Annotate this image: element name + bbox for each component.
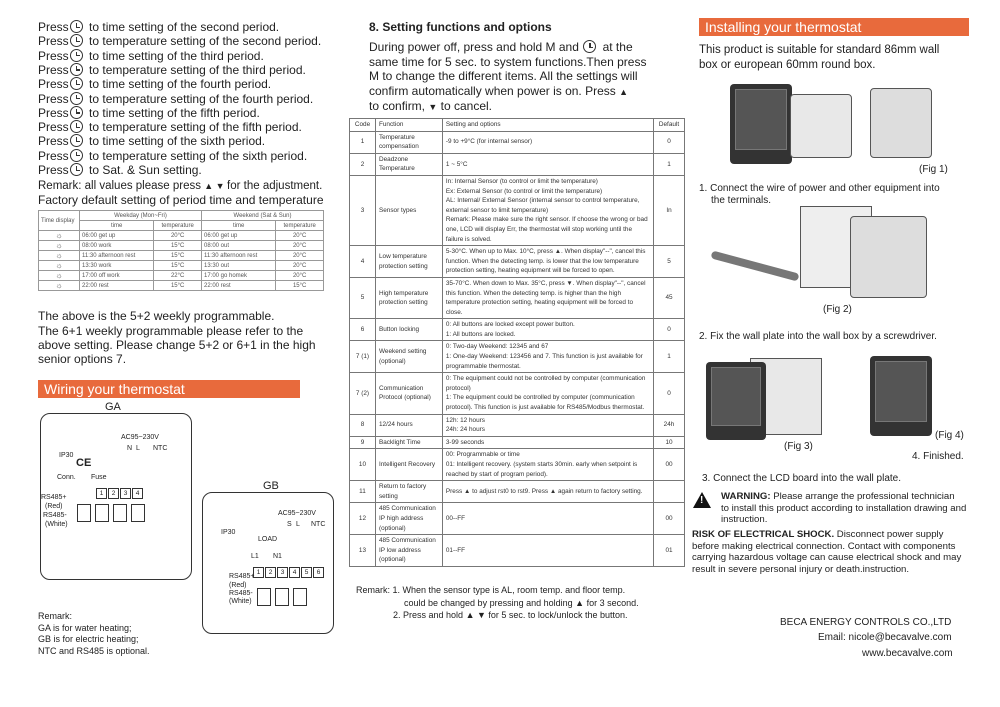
warning-block (721, 491, 966, 526)
setting-default (654, 481, 685, 503)
schedule-row (39, 241, 324, 251)
wall-plate (790, 94, 852, 158)
schedule-cell: 22:00 rest (80, 281, 154, 291)
gb-rs485-minus-label: RS485- (229, 590, 253, 597)
settings-row (350, 535, 685, 567)
setting-function: Backlight Time (375, 436, 442, 449)
schedule-cell: 15°C (154, 261, 202, 271)
risk-text: Disconnect power supply (834, 529, 944, 540)
setting-options: 3-99 seconds (442, 436, 653, 449)
setting-options: Press ▲ to adjust rst0 to rst9. Press ▲ again return to factory setting. (442, 481, 653, 503)
setting-code: 3 (350, 175, 376, 245)
clock-icon (70, 134, 83, 147)
setting-default: 00 (654, 449, 685, 481)
factory-default-heading: Factory default setting of period time and temperature (38, 193, 324, 207)
setting-default: 45 (654, 277, 685, 318)
clock-icon (70, 163, 83, 176)
remark-line: NTC and RS485 is optional. (38, 645, 150, 656)
schedule-row (39, 271, 324, 281)
gb-l-label: L (296, 521, 300, 528)
warning-text: Please arrange the professional technician (770, 491, 955, 502)
intro-text: to confirm, (369, 99, 426, 113)
setting-code: 7 (2) (350, 373, 376, 414)
period-line-text: to temperature setting of the fifth period. (89, 120, 302, 135)
fig3-illustration (700, 348, 830, 448)
press-label: Press (38, 34, 69, 49)
setting-options: 5-30°C. When up to Max. 10°C, press ▲. When display"--", cancel this function. When the detecting temp. is lower that the low temperature protection setting, heating equipment will be forced to open. (442, 246, 653, 278)
step2-text: 2. Fix the wall plate into the wall box by a screwdriver. (699, 331, 937, 342)
red-label: (Red) (45, 503, 63, 510)
ga-wiring-diagram (40, 413, 192, 580)
setting-default: 10 (654, 436, 685, 449)
ga-n-label: N (127, 445, 133, 452)
press-label: Press (38, 48, 69, 63)
terminal: 4 (132, 488, 143, 499)
setting-code: 7 (1) (350, 341, 376, 373)
sub-header: time (201, 221, 275, 231)
settings-row (350, 341, 685, 373)
press-label: Press (38, 62, 69, 77)
col-header-code: Code (350, 119, 376, 132)
schedule-cell: 11:30 afternoon rest (80, 251, 154, 261)
setting-options: 1 ~ 5°C (442, 153, 653, 175)
schedule-cell: 20°C (276, 271, 324, 281)
remark-line: Remark: (38, 611, 73, 621)
wall-box (870, 88, 932, 158)
period-line-text: to time setting of the sixth period. (89, 134, 266, 149)
white-label: (White) (45, 521, 68, 528)
step4-text: 4. Finished. (912, 451, 964, 462)
gb-white-label: (White) (229, 598, 252, 605)
period-line-text: to temperature setting of the third period. (89, 62, 306, 77)
thermostat-finished (870, 356, 932, 436)
ga-fuse-label: Fuse (91, 474, 107, 481)
remark-line: GB is for electric heating; (38, 634, 139, 644)
fig1-illustration (720, 74, 950, 174)
company-email: Email: nicole@becavalve.com (818, 632, 952, 643)
period-line-text: to time setting of the third period. (89, 48, 264, 63)
setting-function: Communication Protocol (optional) (375, 373, 442, 414)
sub-header: time (80, 221, 154, 231)
weekend-header: Weekend (Sat & Sun) (201, 211, 323, 221)
install-intro-2: box or european 60mm round box. (699, 59, 876, 71)
setting-default: 01 (654, 535, 685, 567)
thermostat-front (730, 84, 792, 164)
warning-text: instruction. (721, 514, 768, 525)
press-label: Press (38, 120, 69, 135)
clock-icon (70, 92, 83, 105)
schedule-cell: 06:00 get up (201, 231, 275, 241)
period-line-text: to time setting of the second period. (89, 20, 280, 34)
settings-section-title: 8. Setting functions and options (369, 20, 552, 34)
gb-ip-label: IP30 (221, 529, 236, 536)
risk-text: result in severe personal injury or death.instruction. (692, 563, 910, 575)
period-line (38, 77, 271, 91)
setting-function: Temperature compensation (375, 131, 442, 153)
setting-default: 00 (654, 503, 685, 535)
weekly-6-1-text-2: above setting. Please change 5+2 or 6+1 in the high (38, 338, 316, 352)
schedule-row (39, 231, 324, 241)
setting-code: 9 (350, 436, 376, 449)
period-line-text: to time setting of the fourth period. (89, 77, 272, 92)
fig2-caption: (Fig 2) (823, 304, 852, 315)
time-display-header: Time display (39, 211, 80, 231)
schedule-cell: 15°C (154, 241, 202, 251)
schedule-cell: 22°C (154, 271, 202, 281)
setting-function: High temperature protection setting (375, 277, 442, 318)
weekday-header: Weekday (Mon~Fri) (80, 211, 202, 221)
schedule-cell: 20°C (276, 261, 324, 271)
settings-row (350, 503, 685, 535)
settings-row (350, 131, 685, 153)
clock-icon (70, 106, 83, 119)
setting-default: 0 (654, 319, 685, 341)
intro-text: During power off, press and hold M and (369, 40, 579, 54)
period-line (38, 149, 307, 163)
setting-code: 8 (350, 414, 376, 436)
period-icon: ☼ (39, 281, 80, 291)
press-label: Press (38, 134, 69, 149)
schedule-cell: 20°C (276, 251, 324, 261)
settings-row (350, 436, 685, 449)
step1-text-2: the terminals. (711, 195, 772, 206)
period-line (38, 120, 302, 134)
setting-code: 10 (350, 449, 376, 481)
up-arrow-icon: ▲ (619, 86, 629, 97)
company-name: BECA ENERGY CONTROLS CO.,LTD (780, 617, 952, 628)
setting-function: Return to factory setting (375, 481, 442, 503)
warning-label: WARNING: (721, 491, 771, 502)
settings-remark-line: for 3 second. (586, 597, 639, 608)
rs485-minus-label: RS485- (43, 512, 67, 519)
ga-l-label: L (136, 445, 140, 452)
setting-default: 24h (654, 414, 685, 436)
company-website: www.becavalve.com (862, 648, 953, 659)
ga-conn-label: Conn. (57, 474, 76, 481)
schedule-row (39, 251, 324, 261)
load-label: LOAD (258, 536, 278, 543)
setting-function: Low temperature protection setting (375, 246, 442, 278)
setting-default: 1 (654, 153, 685, 175)
rs485-plus-label: RS485+ (41, 494, 67, 501)
terminal: 3 (277, 567, 288, 578)
col-header-function: Function (375, 119, 442, 132)
schedule-cell: 15°C (276, 281, 324, 291)
setting-default: 1 (654, 341, 685, 373)
setting-function: Weekend setting (optional) (375, 341, 442, 373)
schedule-cell: 13:30 out (201, 261, 275, 271)
up-arrow-icon: ▲ (575, 597, 585, 608)
setting-options: 0: The equipment could not be controlled by computer (communication protocol) 1: The equipment could be controlled by computer (communication protocol). This function is just available for RS485/Modbus thermostat. (442, 373, 653, 414)
terminal: 3 (120, 488, 131, 499)
terminal: 1 (253, 567, 264, 578)
ga-relay-blocks (69, 504, 169, 524)
intro-text: to cancel. (440, 99, 492, 113)
remark-adjust-text-2: for the adjustment. (227, 180, 323, 192)
period-line (38, 20, 279, 34)
intro-text: M to change the different items. All the settings will (369, 69, 638, 83)
gb-rs485-plus-label: RS485+ (229, 573, 255, 580)
settings-row (350, 175, 685, 245)
wiring-section-title: Wiring your thermostat (38, 380, 300, 398)
setting-options: 0: Two-day Weekend: 12345 and 67 1: One-day Weekend: 123456 and 7. This function is just available for programmable thermostat. (442, 341, 653, 373)
remark-adjust-text: Remark: all values please press (38, 180, 201, 192)
clock-icon (70, 34, 83, 47)
schedule-table (38, 210, 324, 291)
setting-function: Intelligent Recovery (375, 449, 442, 481)
period-line (38, 63, 306, 77)
schedule-cell: 20°C (276, 241, 324, 251)
down-arrow-icon: ▼ (428, 102, 438, 112)
settings-table (349, 118, 685, 567)
settings-intro (369, 40, 646, 115)
period-line-text: to time setting of the fifth period. (89, 105, 260, 120)
settings-remark-line: Remark: 1. When the sensor type is AL, room temp. and floor temp. (356, 585, 626, 595)
period-line (38, 106, 260, 120)
settings-row (350, 319, 685, 341)
settings-remark-line: for 5 sec. to lock/unlock the button. (488, 610, 628, 620)
fig2-illustration (740, 206, 950, 306)
gb-label: GB (263, 480, 279, 492)
risk-text: carrying hazardous voltage can cause electrical shock and may (692, 552, 962, 563)
gb-ntc-label: NTC (311, 521, 326, 528)
setting-options: In: Internal Sensor (to control or limit the temperature) Ex: External Sensor (to control or limit the temperature) AL: Internal/ External Sensor (internal sensor to control temperature, external sensor to limit temperature) Remark: Please make sure the right sensor. If choose the wrong or bad one, LCD will display Err, the thermostat will stop working until the failure is solved. (442, 175, 653, 245)
period-icon: ☼ (39, 261, 80, 271)
clock-icon (70, 149, 83, 162)
gb-wiring-diagram (202, 492, 334, 634)
period-icon: ☼ (39, 251, 80, 261)
setting-options: 0: All buttons are locked except power button. 1: All buttons are locked. (442, 319, 653, 341)
settings-row (350, 246, 685, 278)
step3-text: 3. Connect the LCD board into the wall plate. (702, 473, 902, 484)
gb-s-label: S (287, 521, 292, 528)
setting-function: Deadzone Temperature (375, 153, 442, 175)
risk-text: before making electrical connection. Contact with components (692, 540, 956, 552)
intro-text: confirm automatically when power is on. Press (369, 83, 616, 98)
settings-row (350, 373, 685, 414)
schedule-cell: 17:00 go homek (201, 271, 275, 281)
remark-line: GA is for water heating; (38, 622, 132, 633)
period-line (38, 134, 265, 148)
clock-icon (583, 40, 596, 53)
gb-n1-label: N1 (273, 553, 282, 560)
gb-l1-label: L1 (251, 553, 259, 560)
period-icon: ☼ (39, 231, 80, 241)
setting-options: 00--FF (442, 503, 653, 535)
install-intro: This product is suitable for standard 86mm wall (699, 44, 940, 56)
settings-remark-line: 2. Press and hold (393, 610, 464, 620)
terminal: 2 (265, 567, 276, 578)
setting-code: 6 (350, 319, 376, 341)
period-line (38, 163, 202, 177)
press-label: Press (38, 20, 69, 34)
setting-code: 12 (350, 503, 376, 535)
press-label: Press (38, 163, 69, 177)
sub-header: temperature (276, 221, 324, 231)
period-icon: ☼ (39, 271, 80, 281)
lcd-board (706, 362, 766, 440)
press-label: Press (38, 105, 69, 120)
setting-options: 35-70°C. When down to Max. 35°C, press ▼. When display"--", cancel this function. When the detecting temp. is higher than the high temperature protection setting, heating equipment will be forced to close. (442, 277, 653, 318)
setting-code: 1 (350, 131, 376, 153)
schedule-cell: 22:00 rest (201, 281, 275, 291)
period-line (38, 49, 264, 63)
install-section-title: Installing your thermostat (699, 18, 969, 36)
schedule-cell: 15°C (154, 251, 202, 261)
schedule-cell: 20°C (276, 231, 324, 241)
schedule-cell: 08:00 out (201, 241, 275, 251)
intro-text: same time for 5 sec. to system functions.Then press (369, 54, 647, 69)
period-line-text: to Sat. & Sun setting. (89, 163, 202, 177)
wall-box (850, 216, 927, 298)
schedule-cell: 06:00 get up (80, 231, 154, 241)
up-down-arrows-icon: ▲ ▼ (465, 610, 486, 620)
weekly-6-1-text-3: senior options 7. (38, 352, 127, 366)
schedule-cell: 08:00 work (80, 241, 154, 251)
sub-header: temperature (154, 221, 202, 231)
clock-icon (70, 20, 83, 33)
setting-default: 0 (654, 131, 685, 153)
terminal: 2 (108, 488, 119, 499)
gb-red-label: (Red) (229, 582, 247, 589)
weekly-5-2-text: The above is the 5+2 weekly programmable. (38, 309, 275, 323)
period-line-text: to temperature setting of the fourth period. (89, 91, 314, 106)
setting-function: Button locking (375, 319, 442, 341)
setting-function: Sensor types (375, 175, 442, 245)
clock-icon (70, 63, 83, 76)
ga-ntc-label: NTC (153, 445, 168, 452)
schedule-row (39, 261, 324, 271)
settings-row (350, 414, 685, 436)
setting-options: -9 to +9°C (for internal sensor) (442, 131, 653, 153)
period-icon: ☼ (39, 241, 80, 251)
clock-icon (70, 120, 83, 133)
setting-function: 485 Communication IP low address (optional) (375, 535, 442, 567)
gb-relay-blocks (257, 588, 327, 608)
fig1-caption: (Fig 1) (919, 164, 948, 175)
setting-code: 5 (350, 277, 376, 318)
clock-icon (70, 49, 83, 62)
ce-mark: CE (76, 457, 92, 469)
risk-label: RISK OF ELECTRICAL SHOCK. (692, 529, 835, 540)
period-line (38, 92, 313, 106)
terminal: 4 (289, 567, 300, 578)
setting-options: 12h: 12 hours 24h: 24 hours (442, 414, 653, 436)
fig4-caption: (Fig 4) (935, 430, 964, 441)
wiring-remarks (38, 611, 150, 657)
schedule-cell: 15°C (154, 281, 202, 291)
ga-ip-label: IP30 (59, 452, 74, 459)
weekly-6-1-text: The 6+1 weekly programmable please refer to the (38, 324, 304, 338)
setting-code: 11 (350, 481, 376, 503)
terminal: 6 (313, 567, 324, 578)
setting-default: 5 (654, 246, 685, 278)
risk-block (692, 529, 961, 575)
settings-row (350, 481, 685, 503)
setting-options: 01--FF (442, 535, 653, 567)
schedule-cell: 11:30 afternoon rest (201, 251, 275, 261)
press-label: Press (38, 148, 69, 163)
period-line-text: to temperature setting of the sixth period. (89, 148, 308, 163)
remark-adjust (38, 179, 322, 193)
press-label: Press (38, 91, 69, 106)
setting-code: 13 (350, 535, 376, 567)
schedule-cell: 20°C (154, 231, 202, 241)
terminal: 1 (96, 488, 107, 499)
schedule-cell: 13:30 work (80, 261, 154, 271)
ga-terminal-block (96, 482, 144, 500)
settings-remark-line: could be changed by pressing and holding (404, 597, 573, 608)
setting-default: In (654, 175, 685, 245)
step1-text: 1. Connect the wire of power and other equipment into (699, 183, 940, 194)
up-down-arrows-icon: ▲ ▼ (204, 181, 228, 191)
screwdriver (710, 250, 799, 281)
setting-code: 4 (350, 246, 376, 278)
warning-triangle-icon: ! (693, 492, 711, 508)
col-header-default: Default (654, 119, 685, 132)
setting-function: 485 Communication IP high address (optional) (375, 503, 442, 535)
intro-text: at the (602, 40, 633, 54)
ga-label: GA (105, 401, 121, 413)
gb-terminal-block (253, 561, 325, 579)
period-line-text: to temperature setting of the second period. (89, 34, 322, 49)
setting-default: 0 (654, 373, 685, 414)
settings-row (350, 449, 685, 481)
setting-options: 00: Programmable or time 01: Intelligent recovery. (system starts 30min. early when setpoint is reached by start of program period). (442, 449, 653, 481)
schedule-row (39, 281, 324, 291)
settings-row (350, 153, 685, 175)
settings-row (350, 277, 685, 318)
press-label: Press (38, 77, 69, 92)
terminal: 5 (301, 567, 312, 578)
gb-voltage-label: AC95~230V (278, 510, 316, 517)
ga-voltage-label: AC95~230V (121, 434, 159, 441)
setting-function: 12/24 hours (375, 414, 442, 436)
clock-icon (70, 77, 83, 90)
setting-code: 2 (350, 153, 376, 175)
fig4-illustration (870, 356, 940, 442)
fig3-caption: (Fig 3) (784, 441, 813, 452)
settings-remarks (356, 584, 639, 622)
schedule-cell: 17:00 off work (80, 271, 154, 281)
col-header-setting: Setting and options (442, 119, 653, 132)
warning-text: to install this product according to installation drawing and (721, 502, 967, 514)
period-line (38, 34, 321, 48)
